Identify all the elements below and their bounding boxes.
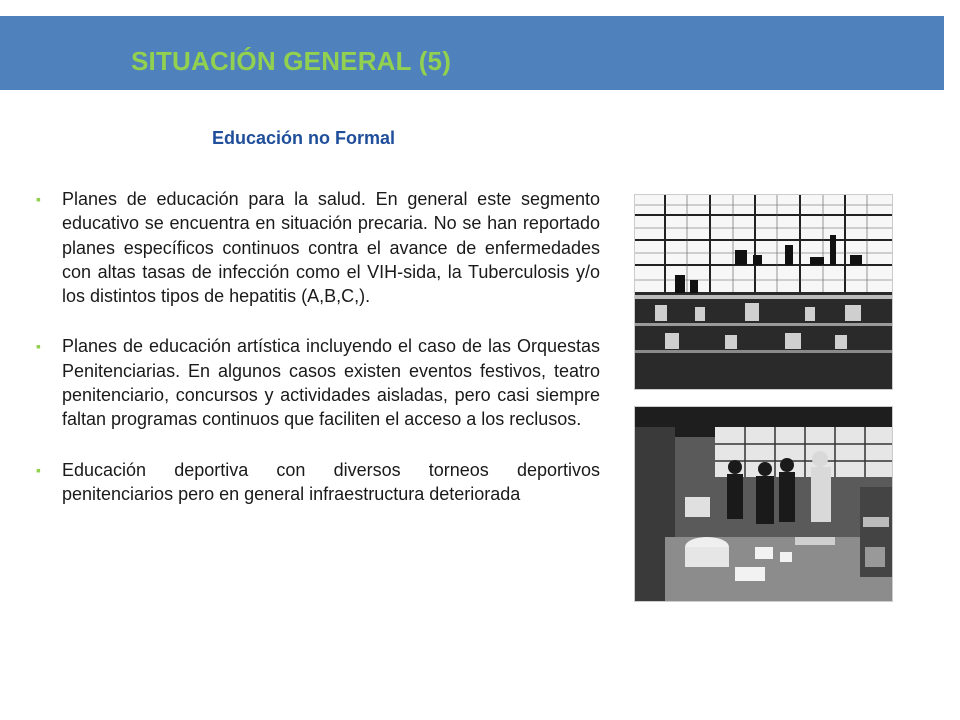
- workshop-shelves-image: [635, 195, 892, 389]
- bullet-item: [36, 187, 600, 308]
- workshop-people-image: [635, 407, 892, 601]
- bullet-item: [36, 458, 600, 507]
- bullet-marker-icon: ▪: [36, 338, 41, 355]
- slide-subtitle: Educación no Formal: [212, 128, 396, 148]
- bullet-list: [36, 187, 600, 532]
- bullet-marker-icon: ▪: [36, 461, 41, 478]
- workshop-people-photo: [634, 406, 893, 602]
- bullet-marker-icon: ▪: [36, 191, 41, 207]
- slide-title: SITUACIÓN GENERAL (5): [131, 46, 452, 76]
- workshop-shelves-photo: [634, 194, 893, 390]
- bullet-item: [36, 334, 600, 431]
- bullet-text: Planes de educación artística incluyendo el caso de las Orquestas Penitenciarias. En algunos casos existen eventos festivos, teatro penitenciario, concursos y actividades aisladas, pero casi siempre faltan programas continuos que faciliten el acceso a los reclusos.: [62, 336, 600, 430]
- bullet-text: Planes de educación para la salud. En general este segmento educativo se encuentra en situación precaria. No se han reportado planes específicos continuos contra el avance de enfermedades con altas tasas de infección como el VIH-sida, la Tuberculosis y/o los distintos tipos de hepatitis (A,B,C,).: [62, 189, 600, 307]
- bullet-text: Educación deportiva con diversos torneos deportivos penitenciarios pero en general infraestructura deteriorada: [62, 459, 600, 504]
